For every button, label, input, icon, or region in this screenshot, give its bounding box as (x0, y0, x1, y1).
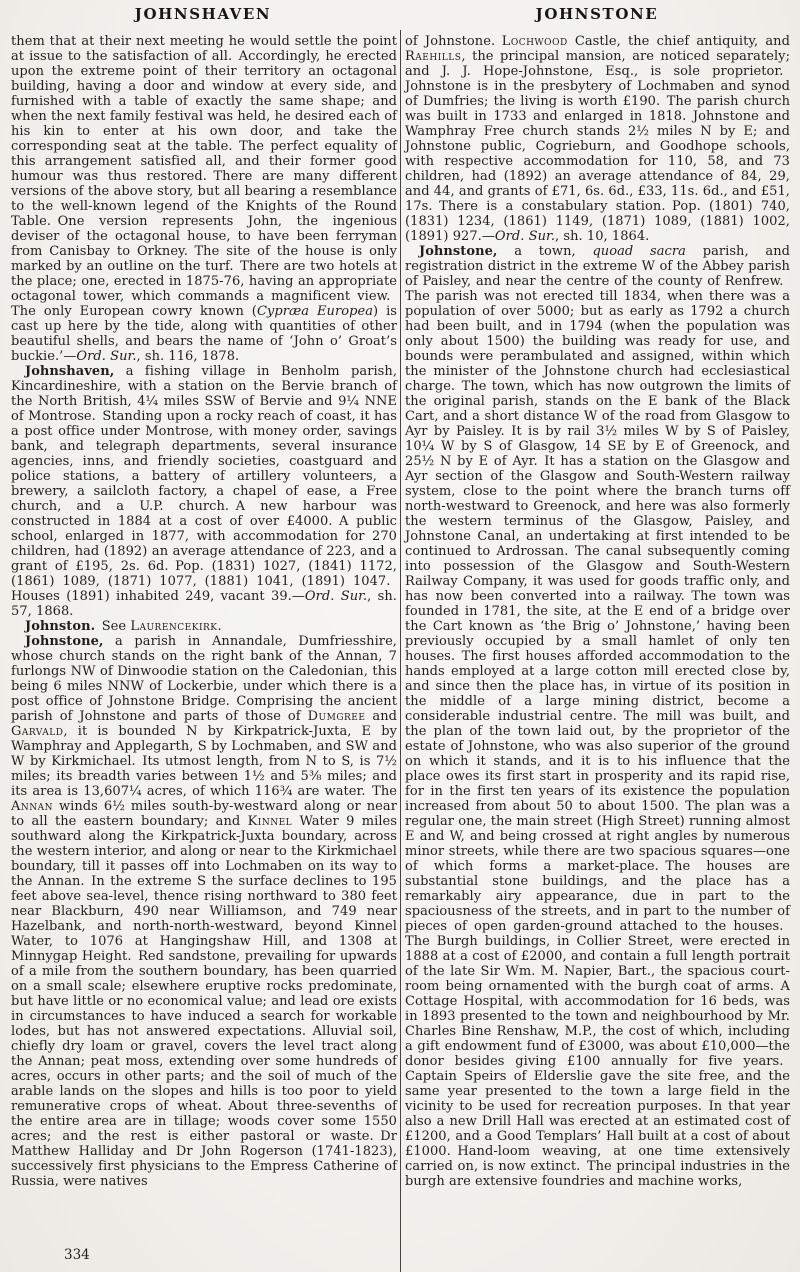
right-column (405, 34, 790, 1189)
text-segment: a parish in Annandale, Dumfriesshire, whose church stands on the right bank of the Annan, 7 furlongs NW of Dinwoodie station on the Caledonian, this being 6 miles NNW of Lockerbie, under which there is a post office of Johnstone Bridge. Comprising the ancient parish of Johnstone and parts of those of (11, 634, 397, 724)
text-segment: of Johnstone. (405, 34, 502, 49)
text-segment: , the principal mansion, are noticed separately; and J. J. Hope-Johnstone, Esq., is sole proprietor. Johnstone is in the presbytery of Lochmaben and synod of Dumfries; the living is worth £190. The parish church was built in 1733 and enlarged in 1818. Johnstone and Wamphray Free church stands 2½ miles N by E; and Johnstone public, Cogrieburn, and Goodhope schools, with respective accommodation for 110, 58, and 73 children, had (1892) an average attendance of 84, 29, and 44, and grants of £71, 6s. 6d., £33, 11s. 6d., and £51, 17s. There is a constabulary station. Pop. (1801) 740, (1831) 1234, (1861) 1149, (1871) 1089, (1881) 1002, (1891) 927.— (405, 49, 790, 244)
smallcaps-term: Annan (11, 799, 54, 814)
text-segment: , sh. 57, 1868. (11, 589, 397, 619)
smallcaps-term: Lochwood (501, 34, 568, 49)
paragraph (11, 634, 397, 1189)
column-header-left: JOHNSHAVEN (134, 5, 272, 23)
text-segment: See (95, 619, 131, 634)
text-segment: , sh. 10, 1864. (555, 229, 650, 244)
paragraph (11, 619, 397, 634)
text-segment: Cypræa Europea (256, 304, 373, 319)
text-segment: and (365, 709, 397, 724)
left-column (11, 34, 397, 1189)
text-segment: . (217, 619, 222, 634)
paragraph (11, 364, 397, 619)
paragraph (11, 34, 397, 364)
text-segment: Ord. Sur. (494, 229, 556, 244)
paragraph (405, 34, 790, 244)
smallcaps-term: Laurencekirk (130, 619, 218, 634)
text-segment: Johnshaven, (25, 364, 115, 379)
text-segment: quoad sacra (592, 244, 686, 259)
text-segment: Water 9 miles southward along the Kirkpatrick-Juxta boundary, across the western interior, and along or near to the Kirkmichael boundary, till it passes off into Lochmaben on its way to the Annan. In the extreme S the surface declines to 195 feet above sea-level, thence rising northward to 380 feet near Blackburn, 490 near Williamson, and 749 near Hazelbank, and north-north-westward, beyond Kinnel Water, to 1076 at Hangingshaw Hill, and 1308 at Minnygap Height. Red sandstone, prevailing for upwards of a mile from the southern boundary, has been quarried on a small scale; elsewhere eruptive rocks predominate, but have little or no economical value; and lead ore exists in circumstances to have induced a search for workable lodes, but has not answered expectations. Alluvial soil, chiefly dry loam or gravel, covers the level tract along the Annan; peat moss, extending over some hundreds of acres, occurs in other parts; and the soil of much of the arable lands on the slopes and hills is too poor to yield remunerative crops of wheat. About three-sevenths of the entire area are in tillage; woods cover some 1550 acres; and the rest is either pastoral or waste. Dr Matthew Halliday and Dr John Rogerson (1741-1823), successively first physicians to the Empress Catherine of Russia, were natives (11, 814, 397, 1189)
text-segment: a fishing village in Benholm parish, Kincardineshire, with a station on the Bervie branch of the North British, 4¼ miles SSW of Bervie and 9¼ NNE of Montrose. Standing upon a rocky reach of coast, it has a post office under Montrose, with money order, savings bank, and telegraph departments, several insurance agencies, inns, and friendly societies, coastguard and police stations, a battery of artillery volunteers, a brewery, a sailcloth factory, a chapel of ease, a Free church, and a U.P. church. A new harbour was constructed in 1884 at a cost of over £4000. A public school, enlarged in 1877, with accommodation for 270 children, had (1892) an average attendance of 223, and a grant of £195, 2s. 6d. Pop. (1831) 1027, (1841) 1172, (1861) 1089, (1871) 1077, (1881) 1041, (1891) 1047. Houses (1891) inhabited 249, vacant 39.— (11, 364, 397, 604)
smallcaps-term: Raehills (405, 49, 462, 64)
text-segment: Johnstone, (419, 244, 498, 259)
page-number: 334 (64, 1247, 90, 1263)
text-segment: , sh. 116, 1878. (136, 349, 240, 364)
column-header-right: JOHNSTONE (535, 5, 659, 23)
text-segment: Ord. Sur. (76, 349, 137, 364)
text-segment: ) is cast up here by the tide, along with quantities of other beautiful shells, and bears the name of ‘John o’ Groat’s buckie.’— (11, 304, 397, 364)
smallcaps-term: Dumgree (307, 709, 366, 724)
smallcaps-term: Kinnel (247, 814, 293, 829)
column-divider (400, 30, 401, 1272)
text-segment: , it is bounded N by Kirkpatrick-Juxta, E by Wamphray and Applegarth, S by Lochmaben, and SW and W by Kirkmichael. Its utmost length, from N to S, is 7½ miles; its breadth varies between 1½ and 5⅜ miles; and its area is 13,607¼ acres, of which 116¾ are water. The (11, 724, 397, 799)
text-segment: Johnston. (25, 619, 96, 634)
text-segment: Johnstone, (25, 634, 104, 649)
text-segment: Ord. Sur. (304, 589, 368, 604)
text-segment: Castle, the chief antiquity, and (567, 34, 790, 49)
text-segment: winds 6½ miles south-by-westward along or near to all the eastern boundary; and (11, 799, 397, 829)
text-segment: a town, (497, 244, 593, 259)
text-segment: them that at their next meeting he would settle the point at issue to the satisfaction of all. Accordingly, he erected upon the extreme point of their territory an octagonal building, having a door and window at every side, and furnished with a table of exactly the same shape; and when the next family festival was held, he desired each of his kin to enter at his own door, and take the corresponding seat at the table. The perfect equality of this arrangement satisfied all, and their former good humour was thus restored. There are many different versions of the above story, but all bearing a resemblance to the well-known legend of the Knights of the Round Table. One version represents John, the ingenious deviser of the octagonal house, to have been ferryman from Canisbay to Orkney. The site of the house is only marked by an outline on the turf. There are two hotels at the place; one, erected in 1875-76, having an appropriate octagonal tower, which commands a magnificent view. The only European cowry known ( (11, 34, 397, 319)
paragraph (405, 244, 790, 1189)
text-segment: parish, and registration district in the extreme W of the Abbey parish of Paisley, and near the centre of the county of Renfrew. The parish was not erected till 1834, when there was a population of over 5000; but as early as 1792 a church had been built, and in 1794 (when the population was only about 1500) the building was ready for use, and bounds were perambulated and assigned, within which the minister of the Johnstone church had ecclesiastical charge. The town, which has now outgrown the limits of the original parish, stands on the E bank of the Black Cart, and a short distance W of the road from Glasgow to Ayr by Paisley. It is by rail 3½ miles W by S of Paisley, 10¼ W by S of Glasgow, 14 SE by E of Greenock, and 25½ N by E of Ayr. It has a station on the Glasgow and Ayr section of the Glasgow and South-Western railway system, close to the point where the branch turns off north-westward to Greenock, and here was also formerly the western terminus of the Glasgow, Paisley, and Johnstone Canal, an undertaking at first intended to be continued to Ardrossan. The canal subsequently coming into possession of the Glasgow and South-Western Railway Company, it was used for goods traffic only, and has now been converted into a railway. The town was founded in 1781, the site, at the E end of a bridge over the Cart known as ‘the Brig o’ Johnstone,’ having been previously occupied by a small hamlet of only ten houses. The first houses afforded accommodation to the hands employed at a large cotton mill erected close by, and since then the place has, in virtue of its position in the middle of a large mining district, become a considerable industrial centre. The mill was built, and the plan of the town laid out, by the proprietor of the estate of Johnstone, who was also superior of the ground on which it stands, and it is to his influence that the place owes its first start in prosperity and its rapid rise, for in the first ten years of its existence the population increased from about 50 to about 1500. The plan was a regular one, the main street (High Street) running almost E and W, and being crossed at right angles by numerous minor streets, while there are two spacious squares—one of which forms a market-place. The houses are substantial stone buildings, and the place has a remarkably airy appearance, due in part to the spaciousness of the streets, and in part to the number of pieces of open garden-ground attached to the houses. The Burgh buildings, in Collier Street, were erected in 1888 at a cost of £2000, and contain a full length portrait of the late Sir Wm. M. Napier, Bart., the spacious court-room being ornamented with the burgh coat of arms. A Cottage Hospital, with accommodation for 16 beds, was in 1893 presented to the town and neighbourhood by Mr. Charles Bine Renshaw, M.P., the cost of which, including a gift endowment fund of £3000, was about £10,000—the donor besides giving £100 annually for five years. Captain Speirs of Elderslie gave the site free, and the same year presented to the town a large field in the vicinity to be used for recreation purposes. In that year also a new Drill Hall was erected at an estimated cost of £1200, and a Good Templars’ Hall built at a cost of about £1000. Hand-loom weaving, at one time extensively carried on, is now extinct. The principal industries in the burgh are extensive foundries and machine works, (405, 244, 791, 1189)
smallcaps-term: Garvald (11, 724, 64, 739)
